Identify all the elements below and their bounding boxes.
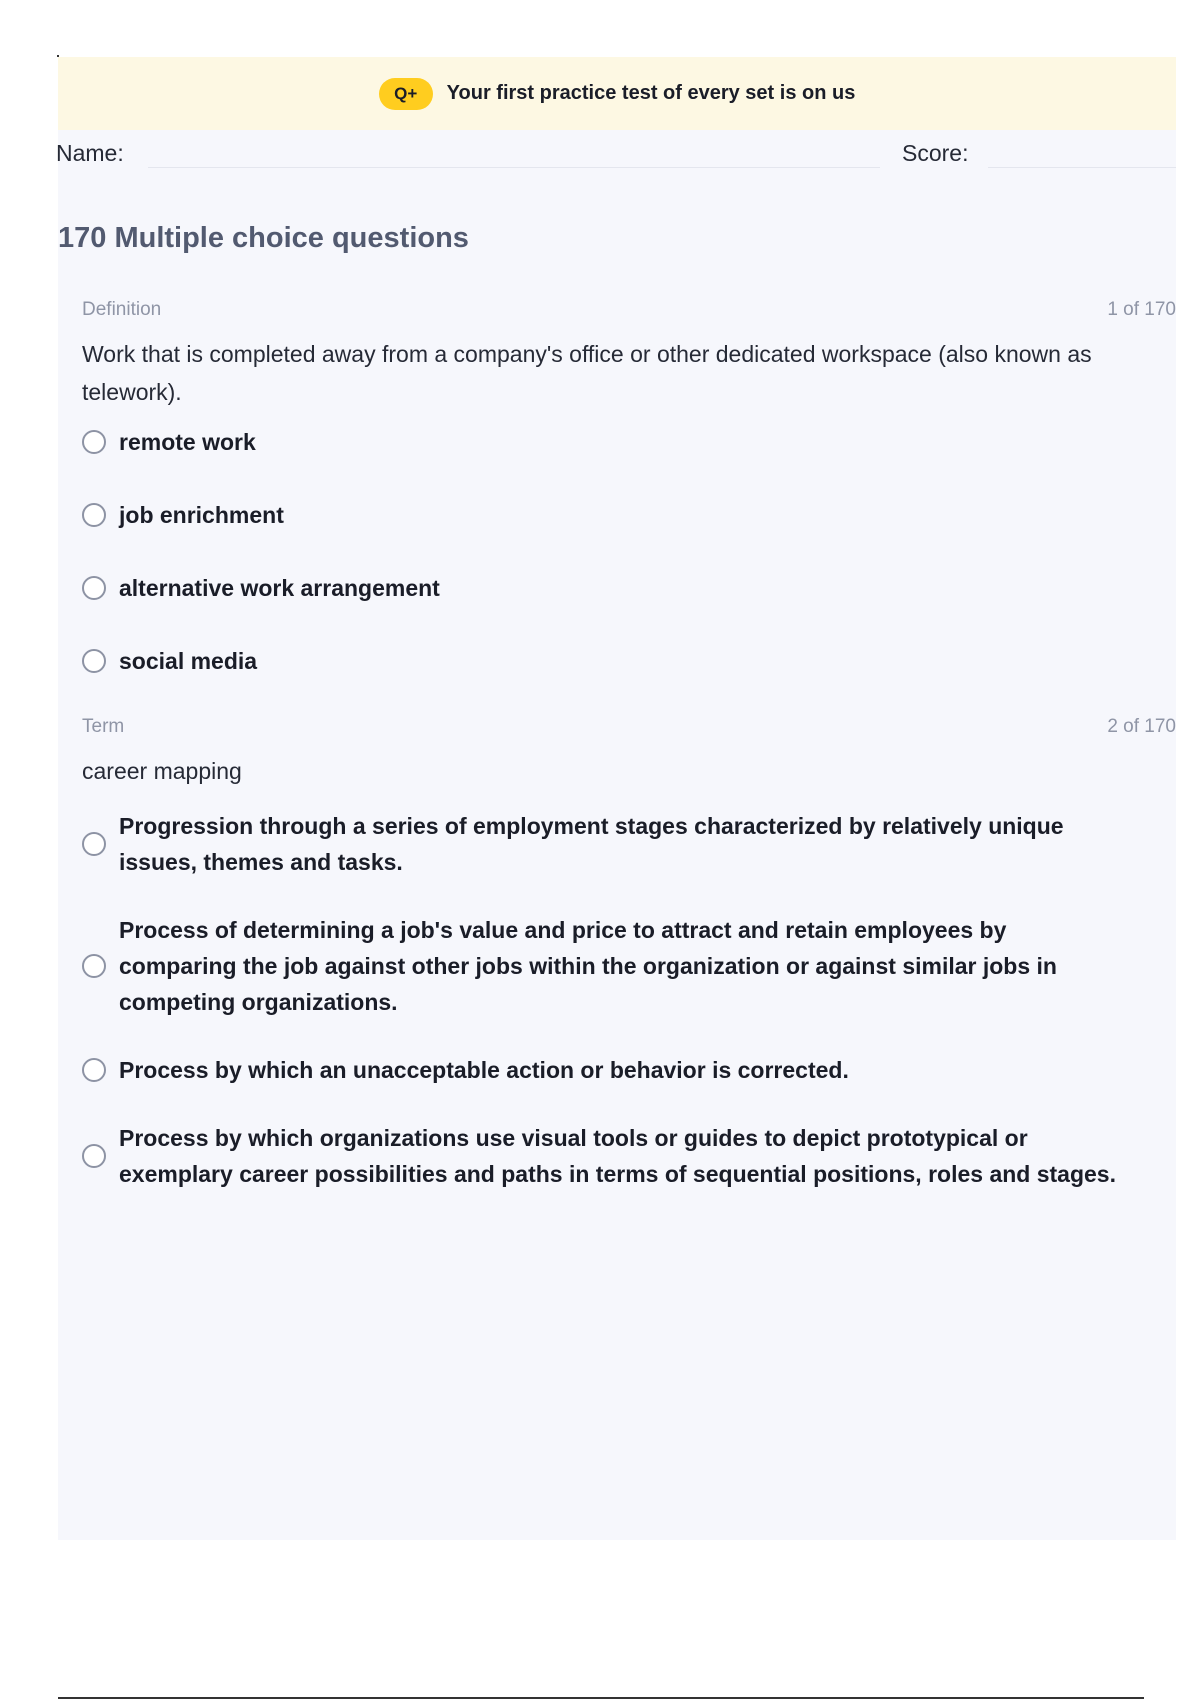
quizlet-plus-badge: Q+	[379, 78, 433, 110]
name-label: Name:	[56, 140, 124, 166]
question-counter: 2 of 170	[1107, 716, 1176, 737]
name-score-bar	[58, 130, 1176, 170]
answer-option-label: alternative work arrangement	[119, 575, 440, 601]
answer-option[interactable]	[82, 1120, 1176, 1192]
answer-options	[82, 808, 1176, 1192]
radio-button[interactable]	[82, 1144, 106, 1168]
question-header	[82, 298, 1176, 322]
question-header	[82, 715, 1176, 739]
answer-options	[82, 423, 1176, 680]
answer-option-label: Process by which organizations use visual tools or guides to depict prototypical or exemplary career possibilities and paths in terms of sequential positions, roles and stages.	[119, 1125, 1116, 1187]
question-counter: 1 of 170	[1107, 299, 1176, 320]
score-label: Score:	[902, 140, 969, 166]
answer-option-label: Process by which an unacceptable action or behavior is corrected.	[119, 1057, 849, 1083]
radio-button[interactable]	[82, 503, 106, 527]
answer-option-label: Progression through a series of employment stages characterized by relatively unique issues, themes and tasks.	[119, 813, 1064, 875]
answer-option[interactable]	[82, 496, 1176, 534]
test-sheet	[58, 57, 1176, 1540]
answer-option-label: social media	[119, 648, 258, 674]
answer-option[interactable]	[82, 569, 1176, 607]
radio-button[interactable]	[82, 576, 106, 600]
answer-option[interactable]	[82, 808, 1176, 880]
question-type-label: Definition	[82, 299, 162, 320]
radio-button[interactable]	[82, 832, 106, 856]
answer-option[interactable]	[82, 1052, 1176, 1088]
question-2	[58, 715, 1176, 1192]
promo-banner[interactable]	[58, 57, 1176, 130]
quiz-title: 170 Multiple choice questions	[58, 222, 469, 254]
answer-option[interactable]	[82, 642, 1176, 680]
question-prompt: career mapping	[82, 758, 242, 784]
answer-option-label: job enrichment	[119, 502, 284, 528]
question-type-label: Term	[82, 716, 125, 737]
radio-button[interactable]	[82, 954, 106, 978]
answer-option-label: Process of determining a job's value and price to attract and retain employees by comparing the job against other jobs within the organization or against similar jobs in competing organizations.	[119, 917, 1057, 1015]
radio-button[interactable]	[82, 430, 106, 454]
question-prompt: Work that is completed away from a company's office or other dedicated workspace (also known as telework).	[82, 341, 1092, 405]
question-1	[58, 298, 1176, 680]
answer-option[interactable]	[82, 912, 1176, 1020]
name-field[interactable]	[148, 167, 880, 168]
promo-banner-text: Your first practice test of every set is on us	[446, 82, 856, 104]
score-field[interactable]	[988, 167, 1176, 168]
footer-divider	[58, 1697, 1144, 1699]
answer-option-label: remote work	[119, 429, 256, 455]
answer-option[interactable]	[82, 423, 1176, 461]
radio-button[interactable]	[82, 1058, 106, 1082]
radio-button[interactable]	[82, 649, 106, 673]
